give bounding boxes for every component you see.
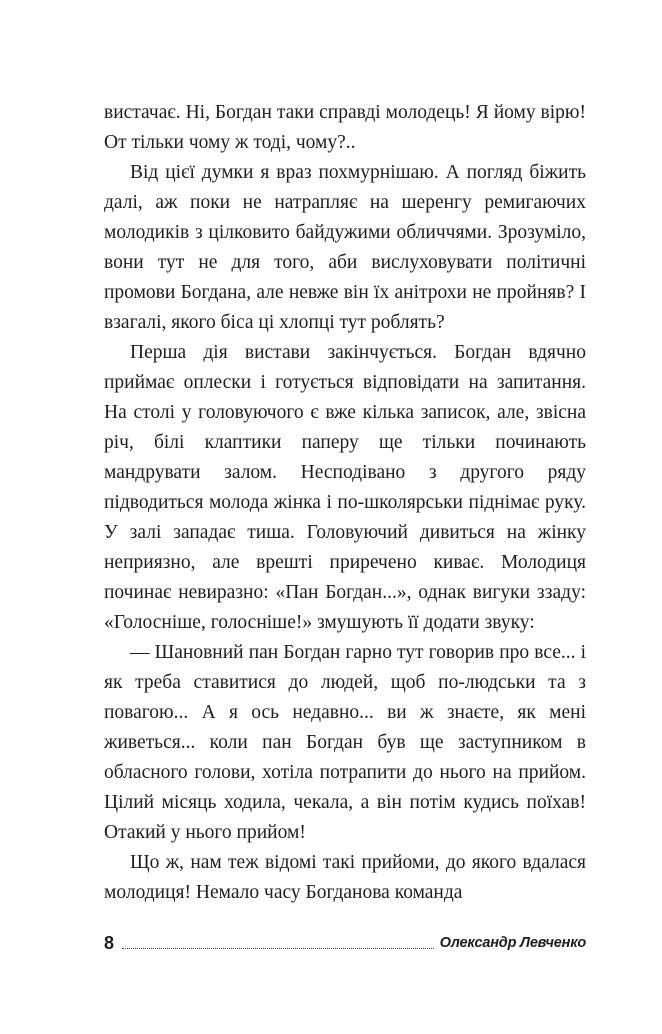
page-footer (104, 930, 586, 956)
paragraph-2: Від цієї думки я враз похмурнішаю. А погляд біжить далі, аж поки не натрапляє на шеренгу ремигаючих молодиків з цілковито байдужими обличчями. Зрозуміло, вони тут не для того, аби вислуховувати політичні промови Богдана, але невже він їх анітрохи не пройняв? І взагалі, якого біса ці хлопці тут роблять? (104, 162, 586, 333)
body-text (104, 98, 586, 908)
paragraph-1: вистачає. Ні, Богдан таки справді молодець! Я йому вірю! От тільки чому ж тоді, чому?.. (104, 102, 586, 153)
paragraph-5: Що ж, нам теж відомі такі прийоми, до якого вдалася молодиця! Немало часу Богданова команда (104, 852, 586, 903)
author-name: Олександр Левченко (439, 935, 586, 951)
paragraph-3: Перша дія вистави закінчується. Богдан вдячно приймає оплески і готується відповідати на запитання. На столі у головуючого є вже кілька записок, але, звісна річ, білі клаптики паперу ще тільки починають мандрувати залом. Несподівано з другого ряду підводиться молода жінка і по-школярськи піднімає руку. У залі западає тиша. Головуючий дивиться на жінку неприязно, але врешті приречено киває. Молодиця починає невиразно: «Пан Богдан...», однак вигуки ззаду: «Голосніше, голосніше!» змушують її додати звуку: (104, 342, 586, 633)
paragraph-4: — Шановний пан Богдан гарно тут говорив про все... і як треба ставитися до людей, щоб по-людськи та з повагою... А я ось недавно... ви ж знаєте, як мені живеться... коли пан Богдан був ще заступником в обласного голови, хотіла потрапити до нього на прийом. Цілий місяць ходила, чекала, а він потім кудись поїхав! Отакий у нього прийом! (104, 642, 586, 843)
page-number: 8 (104, 932, 115, 953)
dotted-leader (122, 948, 434, 949)
